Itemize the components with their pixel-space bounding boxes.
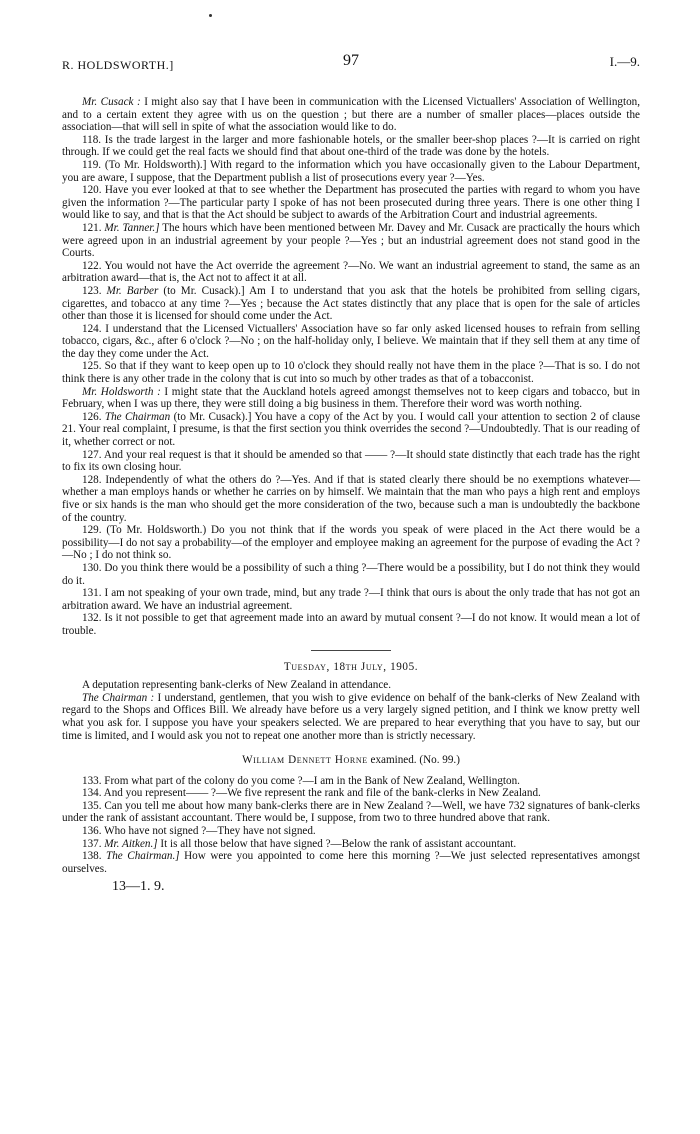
paragraph <box>62 260 640 285</box>
paragraph-text: 119. (To Mr. Holdsworth).] With regard to the information which you have occasionally given to the Labour Department, you are aware, I suppose, that the Department publish a list of prosecutions every year ?—Yes. <box>62 158 640 184</box>
paragraph-text: 120. Have you ever looked at that to see whether the Department has prosecuted the parties with regard to whom you have given the information ?—The particular party I spoke of has not been prosecuted during three years. There is one other thing I would like to say, and that is that the Act should be subject to awards of the Arbitration Court and industrial agreements. <box>62 184 640 222</box>
header-witness: R. HOLDSWORTH.] <box>62 58 174 72</box>
paragraph <box>62 411 640 449</box>
question-number: 123. <box>82 284 107 297</box>
paragraph <box>62 360 640 385</box>
paragraph <box>62 587 640 612</box>
speaker-name: Mr. Barber <box>106 284 159 297</box>
paragraph <box>62 850 640 875</box>
paragraph <box>62 323 640 361</box>
paragraph-text: 132. Is it not possible to get that agreement made into an award by mutual consent ?—I do not know. It would mean a lot of trouble. <box>62 612 640 637</box>
speaker-name: The Chairman : <box>82 691 155 704</box>
paragraph-text: 130. Do you think there would be a possibility of such a thing ?—There would be a possibility, but I do not think they would do it. <box>62 561 640 587</box>
paragraph <box>62 692 640 742</box>
paragraph-text: 127. And your real request is that it should be amended so that —— ?—It should state distinctly that each trade has the right to fix its own closing hour. <box>62 448 640 474</box>
speaker-name: The Chairman <box>104 410 171 423</box>
document-body <box>62 96 640 875</box>
paragraph <box>62 775 640 788</box>
paragraph <box>62 825 640 838</box>
speaker-name: Mr. Holdsworth : <box>82 385 161 398</box>
paragraph <box>62 800 640 825</box>
speaker-name: Mr. Tanner.] <box>104 221 160 234</box>
paragraph-text: 129. (To Mr. Holdsworth.) Do you not think that if the words you speak of were placed in the Act there would be a possibility—I do not say a probability—of the employer and employee making an agreement for the purpose of evading the Act ?—No ; I do not think so. <box>62 524 640 562</box>
speaker-name: Mr. Aitken.] <box>104 837 158 850</box>
paragraph <box>62 159 640 184</box>
minutes-section-2 <box>62 775 640 876</box>
question-number: 137. <box>82 837 105 850</box>
witness-name: William Dennett Horne <box>242 754 368 767</box>
signature-mark: 13—1. 9. <box>112 879 165 895</box>
paragraph-text: A deputation representing bank-clerks of New Zealand in attendance. <box>82 679 392 692</box>
paragraph <box>62 386 640 411</box>
section-divider <box>311 650 391 651</box>
page-header <box>62 52 640 92</box>
paper-reference: I.—9. <box>609 54 640 69</box>
paragraph-text: 134. And you represent—— ?—We five represent the rank and file of the bank-clerks in New Zealand. <box>82 787 541 800</box>
paragraph <box>62 285 640 323</box>
paragraph-text: How were you appointed to come here this morning ?—We just selected representatives amongst ourselves. <box>62 850 641 875</box>
paragraph-text: 131. I am not speaking of your own trade, mind, but any trade ?—I think that ours is about the only trade that has not got an arbitration award. We have an industrial agreement. <box>62 587 640 612</box>
paragraph <box>62 562 640 587</box>
paragraph-text: 136. Who have not signed ?—They have not signed. <box>82 825 316 838</box>
question-number: 138. <box>82 850 107 863</box>
paragraph-text: The hours which have been mentioned between Mr. Davey and Mr. Cusack are practically the hours which were agreed upon in an industrial agreement by your people ?—Yes ; but an industrial agreement does not stand good in the Courts. <box>62 221 640 260</box>
document-page <box>62 0 640 895</box>
paragraph-text: 133. From what part of the colony do you come ?—I am in the Bank of New Zealand, Wellington. <box>82 774 520 787</box>
minutes-section-1 <box>62 96 640 638</box>
speaker-name: Mr. Cusack : <box>82 96 141 108</box>
paragraph-text: 135. Can you tell me about how many bank-clerks there are in New Zealand ?—Well, we have 732 signatures of bank-clerks under the rank of assistant accountant. There would be, I suppose, from two to three hundred above that rank. <box>62 799 640 825</box>
paragraph <box>62 134 640 159</box>
paragraph <box>62 612 640 637</box>
paragraph-text: I understand, gentlemen, that you wish to give evidence on behalf of the bank-clerks of New Zealand with regard to the Shops and Offices Bill. We already have before us a very largely signed petition, and I think we know pretty well what you ask for. I suppose you have your speakers selected. We are prepared to hear everything that you have to say, but our time is limited, and I would ask you not to repeat one another more than is strictly necessary. <box>62 691 640 742</box>
paragraph <box>62 96 640 134</box>
speaker-name: The Chairman.] <box>106 850 180 863</box>
paragraph-text: 122. You would not have the Act override the agreement ?—No. We want an industrial agreement to stand, the same as an arbitration award—that is, the Act not to affect it at all. <box>62 259 640 285</box>
paragraph-text: (to Mr. Cusack).] You have a copy of the Act by you. I would call your attention to section 2 of clause 21. Your real complaint, I presume, is that the first section you think overrides the second ?—Undoubtedly. That is our reading of it, whether correct or not. <box>62 410 641 449</box>
paragraph <box>62 838 640 851</box>
deputation-section <box>62 679 640 742</box>
paragraph-text: I might state that the Auckland hotels agreed amongst themselves not to keep cigars and tobacco, but in February, when I was up there, they were still doing a big business in them. Therefore their word was worth nothing. <box>62 385 640 411</box>
paragraph <box>62 474 640 524</box>
paragraph <box>62 679 640 692</box>
paragraph-text: 118. Is the trade largest in the larger and more fashionable hotels, or the smaller beer-shop places ?—It is carried on right through. If we could get the real facts we should find that about one-third of the trade was done by the hotels. <box>62 133 640 159</box>
paragraph <box>62 787 640 800</box>
paragraph-text: 125. So that if they want to keep open up to 10 o'clock they should really not have them in the place ?—That is so. I do not think there is any other trade in the colony that is cut into so much by other trades as that of a tobacconist. <box>62 360 640 386</box>
paragraph-text: I might also say that I have been in communication with the Licensed Victuallers' Association of Wellington, and to a certain extent they agree with us on the question ; but there are a number of smaller places—places outside the association—that will sell in spite of what the association would like to do. <box>62 96 640 134</box>
page-number: 97 <box>343 52 359 69</box>
examined-suffix: examined. (No. 99.) <box>367 754 460 767</box>
paragraph-text: 124. I understand that the Licensed Victuallers' Association have so far only asked licensed houses to refrain from selling tobacco, cigars, &c., after 6 o'clock ?—No ; on the half-holiday only, I believe. We maintain that if they sell them at any time of the day they come under the Act. <box>62 322 640 360</box>
question-number: 121. <box>82 221 105 234</box>
paragraph-text: 128. Independently of what the others do ?—Yes. And if that is stated clearly there should be no exemptions whatever—whether a man employs hands or whether he carries on by himself. We maintain that the man who pays a high rent and employs five or six hands is the man who should get the more consideration of the two, because such a man is undoubtedly the backbone of the country. <box>62 473 640 524</box>
question-number: 126. <box>82 410 105 423</box>
date-heading: Tuesday, 18th July, 1905. <box>283 660 419 673</box>
paragraph <box>62 184 640 222</box>
paragraph-text: (to Mr. Cusack).] Am I to understand that you ask that the hotels be prohibited from selling cigars, cigarettes, and tobacco at any time ?—Yes ; because the Act states distinctly that any place that is open for the sale of articles other than those it is licensed for should come under the Act. <box>62 284 640 323</box>
paragraph <box>62 222 640 260</box>
witness-examined-heading <box>62 754 640 767</box>
paragraph-text: It is all those below that have signed ?—Below the rank of assistant accountant. <box>157 837 517 850</box>
paragraph <box>62 449 640 474</box>
paragraph <box>62 524 640 562</box>
